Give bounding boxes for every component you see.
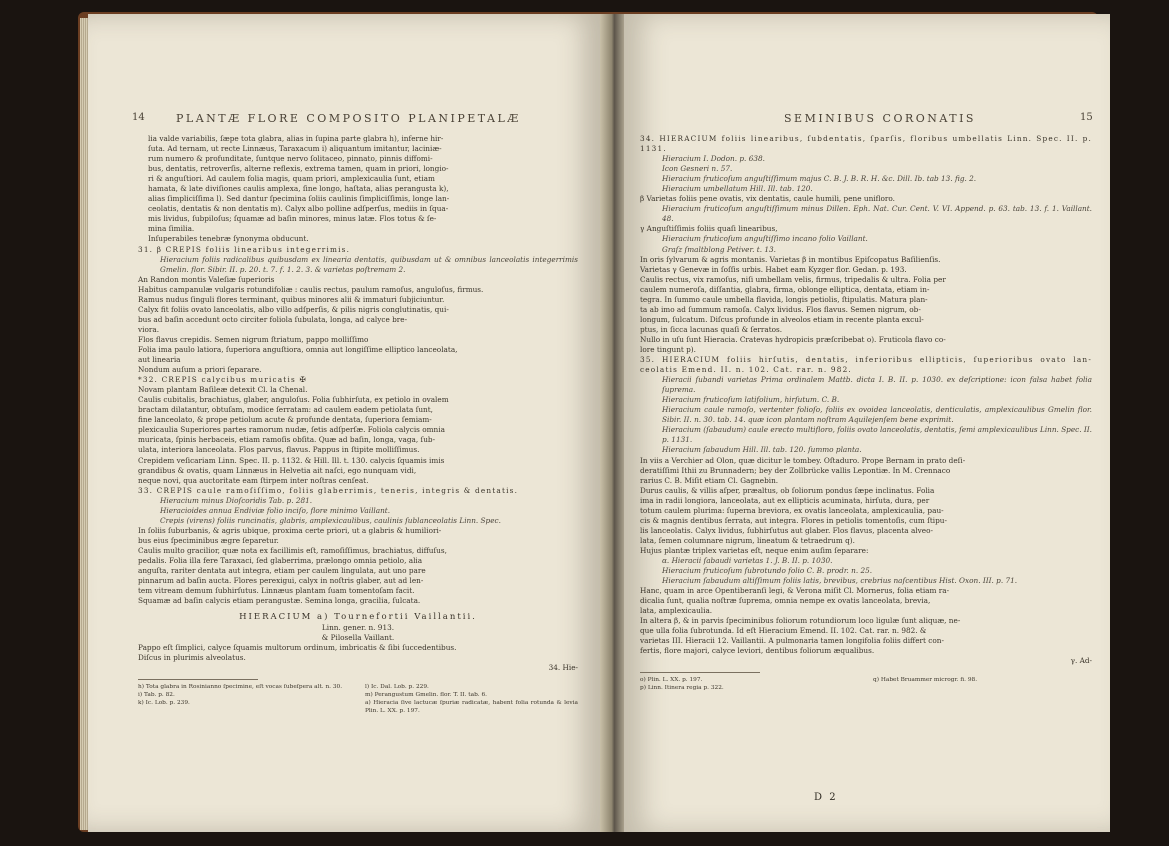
text-line: aut linearia [138,355,181,365]
left-footnotes-col-2 [365,683,578,715]
synonym-line: Hieracium fruticoſum anguſtiſſimum minus Dillen. Eph. Nat. Cur. Cent. V. VI. Append. p. 63. tab. 13. f. 1. Vaillant. 48. [662,204,1092,224]
left-entries [138,245,578,607]
text-line: varietas III. Hieracii 12. Vaillantii. A pulmonaria tamen longifolia foliis differt con- [640,636,944,646]
left-page-number: 14 [132,112,145,123]
footnote: h) Tota glabra in Rosinianno ſpecimine, eſt vocas ſubeſpera alt. n. 30. [138,684,343,691]
text-line: bus ad baſin accedunt octo circiter foliola ſubulata, longa, ad calyce bre- [138,314,408,324]
text-line: neque novi, qua auctoritate eam ſtirpem inter noſtras cenſeat. [138,475,369,485]
text-line: que ulla folia ſubrotunda. Id eſt Hieracium Emend. II. 102. Cat. rar. n. 982. & [640,626,927,636]
text-line: Nullo in uſu ſunt Hieracia. Cratevas hydropicis præſcribebat o). Fruticola flavo co- [640,334,946,344]
synonym-line: Hieracium fruticoſum anguſtiſſimum majus C. B. J. B. R. H. &c. Dill. Ib. tab 13. fig. 2. [662,174,977,184]
left-header [88,112,602,126]
synonym-line: Hieracioides annua Endiviæ folio inciſo, flore minimo Vaillant. [160,505,391,515]
text-line: deratiſſimi Ithii zu Brunnadern; bey der Zollbrücke vallis Lepontiæ. In M. Crennaco [640,465,951,475]
text-line: lia valde variabilis, ſæpe tota glabra, alias in ſupina parte glabra h), inferne hir- [148,134,444,143]
text-line: hamata, & late diviſiones caulis amplexa, ſine longo, haſtata, alias perangusta k), [148,184,449,194]
right-catchword: γ. Ad- [1070,656,1092,666]
entry-heading: *32. CREPIS calycibus muricatis ✠ [138,375,307,385]
genus-line: Linn. gener. n. 913. [321,623,395,633]
text-line: Flos flavus crepidis. Semen nigrum ſtriatum, pappo molliſſimo [138,334,369,344]
text-line: Diſcus in plurimis alveolatus. [138,653,246,663]
synonym-line: Hieracii ſubandi varietas Prima ordinalem Mattb. dicta I. B. II. p. 1030. ex deſcriptione: icon falsa habet folia ſuprema. [662,375,1092,395]
footnote: l) Ic. Dal. Lob. p. 229. [365,684,429,691]
right-running-title: SEMINIBUS CORONATIS [784,112,976,125]
text-line: mis lividus, ſubpiloſus; ſquamæ ad baſin minores, minus latæ. Flos totus & ſe- [148,214,437,224]
text-line: ptus, in ſicca lacunas quaſi & ſerratos. [640,324,783,334]
synonym-line: Hieracium foliis radicalibus quibusdam ex linearia dentatis, quibusdam ut & omnibus lanceolatis integerrimis Gmelin. flor. Sibir. II. p. 20. t. 7. f. 1. 2. 3. & varietas poſtremam 2. [160,254,578,274]
footnote: k) Ic. Lob. p. 239. [138,700,190,707]
synonym-line: Hieracium fruticoſum anguſtiſſimo incano folio Vaillant. [662,234,868,244]
text-line: Ramus nudus ſinguli flores terminant, quibus minores alii & immaturi ſubjiciuntur. [138,294,445,304]
text-line: β Varietas foliis pene ovatis, vix dentatis, caule humili, pene unifloro. [640,194,895,204]
text-line: ima in radii longiora, lanceolata, aut ex ellipticis acuminata, hirſuta, dura, per [640,495,930,505]
right-footnotes-col-1 [640,676,859,692]
synonym-line: Icon Gesneri n. 57. [662,164,733,174]
text-line: ſuta. Ad ternam, ut recte Linnæus, Taraxacum i) aliquantum imitantur, laciniæ- [148,144,442,154]
text-line: Calyx fit foliis ovato lanceolatis, albo villo adſperſis, & pilis nigris conglutinatis, qui- [138,304,449,314]
text-line: Pappo eſt ſimplici, calyce ſquamis multorum ordinum, imbricatis & ſibi ſuccedentibus. [138,643,457,653]
text-line: ceolatis, dentatis & non dentatis m). Calyx albo polline adſperſus, mediis in ſqua- [148,204,449,214]
text-line: Varietas γ Genevæ in ſoſſis urbis. Habet eam Kyzger flor. Gedan. p. 193. [640,264,907,274]
text-line: lata, ſemen columnare nigrum, lineatum & tetraedrum q). [640,535,855,545]
text-line: An Randon montis Valeſiæ ſuperioris [138,274,275,284]
text-line: In ſoliis ſuburbanis, & agris ubique, proxima certe priori, ut a glabris & humiliori- [138,525,442,535]
footnote-rule [138,679,258,680]
entry-heading: 31. β CREPIS foliis linearibus integerrimis. [138,244,351,254]
right-footnotes [640,676,1092,692]
text-line: mina ſimilia. [148,224,195,234]
footnote-rule [640,672,760,673]
text-line: pedalis. Folia illa fere Taraxaci, ſed glaberrima, prælongo omnia petiolo, alia [138,555,423,565]
text-line: fertis, flore majori, calyce leviori, dentibus foliorum æqualibus. [640,646,875,656]
synonym-line: Hieracium fruticoſum ſubrotundo folio C. B. prodr. n. 25. [662,566,873,576]
text-line: Habitus campanulæ vulgaris rotundifoliæ : caulis rectus, paulum ramoſus, anguloſus, firmus. [138,284,484,294]
entry-heading: 33. CREPIS caule ramoſiſſimo, foliis glaberrimis, teneris, integris & dentatis. [138,485,519,495]
footnote: m) Perangustum Gmelin. flor. T. II. tab. 6. [365,692,487,699]
text-line: bus eius ſpeciminibus ægre ſeparetur. [138,535,279,545]
genus-description [138,643,578,663]
text-line: Durus caulis, & villis aſper, præaltus, ob ſoliorum pondus ſæpe inclinatus. Folia [640,485,935,495]
right-entries [640,134,1092,656]
text-line: lis lanceolatis. Calyx lividus, ſubhirſutus aut glaber. Flos flavus, placenta alveo- [640,525,933,535]
text-line: Novam plantam Baſileæ detexit Cl. la Chenal. [138,385,308,395]
entry-heading: 34. HIERACIUM foliis linearibus, ſubdentatis, ſparſis, floribus umbellatis Linn. Spec. II. p. 1131. [640,134,1092,154]
text-line: Nondum auſum a priori ſeparare. [138,365,262,375]
text-line: ulata, interiora lanceolata. Flos parvus, flavus. Pappus in ſtipite molliſſimus. [138,445,420,455]
footnote: a) Hieracia ſive lactucæ ſpuriæ radicatæ, habent folia rotunda & levia Plin. L. XX. p. 197. [365,700,578,715]
synonym-line: Hieracium umbellatum Hill. Ill. tab. 120. [662,184,813,194]
genus-heading: HIERACIUM a) Tournefortii Vaillantii. [239,612,477,623]
entry-heading: 35. HIERACIUM foliis hirſutis, dentatis, inferioribus ellipticis, ſuperioribus ovato lan-ceolatis Emend. II. n. 102. Cat. rar. n. 982. [640,355,1092,375]
text-line: Squamæ ad baſin calycis etiam perangustæ. Semina longa, gracilia, ſulcata. [138,596,421,606]
signature-mark: D 2 [814,792,838,803]
footnote: q) Habet Bruammer microgr. fi. 98. [873,677,978,684]
text-line: rum numero & profunditate, ſuntque nervo ſolitaceo, pinnato, pinnis diffomi- [148,154,433,164]
text-line: Hanc, quam in arce Opentiberanſi legi, & Verona miſit Cl. Mornerus, folia etiam ra- [640,586,950,596]
left-running-title: PLANTÆ FLORE COMPOSITO PLANIPETALÆ [176,112,521,125]
text-line: Hujus plantæ triplex varietas eſt, neque enim auſim ſeparare: [640,545,869,555]
genus-lines [138,623,578,643]
text-line: tem vitream demum ſubhirſutus. Linnæus plantam ſuam tomentoſam facit. [138,586,415,596]
synonym-line: Hieracium ſabaudum Hill. Ill. tab. 120. ſummo planta. [662,445,862,455]
synonym-line: Hieracium I. Dodon. p. 638. [662,154,765,164]
synonym-line: Hieracium minus Dioſcoridis Tab. p. 281. [160,495,313,505]
synonym-line: Hieracium caule ramoſo, vertenter folioſo, foliis ex ovoidea lanceolatis, denticulatis, amplexicaulibus Gmelin flor. Sibir. II. n. 30. tab. 14. quæ icon plantam noſtram Aquilejenſem bene exprimit. [662,405,1092,425]
right-header [624,112,1110,126]
text-line: ta ab imo ad ſummum ramoſa. Calyx lividus. Flos flavus. Semen nigrum, ob- [640,304,921,314]
left-body [138,134,578,715]
synonym-line: Hieracium fruticoſum latifolium, hirſutum. C. B. [662,395,840,405]
right-footnotes-col-2 [873,676,1092,692]
synonym-line: α. Hieracii ſabaudi varietas 1. J. B. II. p. 1030. [662,555,833,565]
text-line: fine lanceolato, & prope petiolum acute & profunde dentata, ſuperiora ſemiam- [138,415,432,425]
text-line: pinnarum ad baſin aucta. Flores perexigui, calyx in noſtris glaber, aut ad len- [138,576,424,586]
text-line: viora. [138,324,160,334]
text-line: grandibus & ovatis, quam Linnæus in Helvetia ait naſci, ego nunquam vidi, [138,465,417,475]
left-catchword: 34. Hie- [548,663,578,673]
genus-line: & Pilosella Vaillant. [321,633,395,643]
text-line: muricata, ſpinis herbaceis, etiam ramoſis obſita. Quæ ad baſin, longa, vaga, ſub- [138,435,436,445]
text-line: anguſta, rariter dentata aut integra, etiam per caulem lingulata, aut uno pare [138,566,426,576]
text-line: caulem numeroſa, diſſantia, glabra, firma, oblonge elliptica, dentata, etiam in- [640,284,930,294]
text-line: lore tingunt p). [640,344,696,354]
text-line: longum, ſulcatum. Diſcus profunde in alveolos etiam in recente planta excul- [640,314,924,324]
text-line: rarius C. B. Miſit etiam Cl. Gagnebin. [640,475,779,485]
synonym-line: Crepis (virens) foliis runcinatis, glabris, amplexicaulibus, caulinis ſublanceolatis Linn. Spec. [160,515,501,525]
text-line: ri & anguſtiori. Ad caulem folia magis, quam priori, amplexicaulia ſunt, etiam [148,174,435,184]
synonym-line: Graſz ſmaltblong Petiver. t. 13. [662,244,776,254]
footnote: i) Tab. p. 82. [138,692,175,699]
text-line: cis & magnis dentibus ſerrata, aut integra. Flores in petiolis tomentoſis, cum ſtipu- [640,515,947,525]
text-line: γ Anguſtiſſimis foliis quaſi linearibus, [640,224,778,234]
text-line: Inſuperabiles tenebræ ſynonyma obducunt. [148,234,309,244]
text-line: Crepidem veſicariam Linn. Spec. II. p. 1132. & Hill. Ill. t. 130. calycis ſquamis imis [138,455,445,465]
text-line: Caulis multo gracilior, quæ nota ex facillimis eſt, ramoſiſſimus, brachiatus, diffuſus, [138,545,447,555]
text-line: bractam dilatantur, obtuſam, modice ſerratam: ad caulem eadem petiolata ſunt, [138,405,433,415]
text-line: Folia ima paulo latiora, ſuperiora anguſtiora, omnia aut longiſſime elliptico lanceolata, [138,344,458,354]
text-line: Caulis cubitalis, brachiatus, glaber, anguloſus. Folia ſubhirſuta, ex petiolo in ovalem [138,395,449,405]
text-line: In viis a Verchier ad Olon, quæ dicitur le tombey. Oſtaduro. Prope Bernam in prato deſi- [640,455,966,465]
synonym-line: Hieracium (ſabaudum) caule erecto multifloro, foliis ovato lanceolatis, dentatis, ſemi amplexicaulibus Linn. Spec. II. p. 1131. [662,425,1092,445]
footnote: p) Linn. Itinera regia p. 322. [640,685,724,692]
text-line: lata, amplexicaulia. [640,606,713,616]
text-line: In oris ſylvarum & agris montanis. Varietas β in montibus Epiſcopatus Baſilienſis. [640,254,941,264]
text-line: bus, dentatis, retroverſis, alterne reflexis, extrema tamen, quam in priori, longio- [148,164,449,174]
left-intro-lines [138,134,578,245]
right-body [640,134,1092,692]
left-footnotes-col-1 [138,683,351,715]
footnote: o) Plin. L. XX. p. 197. [640,677,703,684]
left-page [88,14,602,832]
book-gutter [600,14,626,832]
text-line: totum caulem plurima: ſuperna breviora, ex ovatis lanceolata, amplexicaulia, pau- [640,505,944,515]
text-line: plexicaulia Superiores partes ramorum nudæ, ſetis adſperſæ. Foliola calycis omnia [138,425,445,435]
right-page [624,14,1110,832]
text-line: dicalia ſunt, qualia noſtræ ſuprema, omnia nempe ex ovatis lanceolata, brevia, [640,596,931,606]
left-footnotes [138,683,578,715]
text-line: In altera β, & in parvis ſpeciminibus foliorum rotundiorum loco ligulæ ſunt aliquæ, ne- [640,616,961,626]
text-line: alias ſimpliciſſima l). Sed dantur ſpecimina ſoliis caulinis ſimpliciſſimis, longe lan- [148,194,450,204]
text-line: tegra. In ſummo caule umbella flavida, longis petiolis, ſtipulatis. Matura plan- [640,294,928,304]
right-page-number: 15 [1080,112,1093,123]
synonym-line: Hieracium ſabaudum altiſſimum foliis latis, brevibus, crebrius naſcentibus Hist. Oxon. III. p. 71. [662,576,1018,586]
text-line: Caulis rectus, vix ramoſus, niſi umbellam velis, firmus, tripedalis & ultra. Folia per [640,274,946,284]
